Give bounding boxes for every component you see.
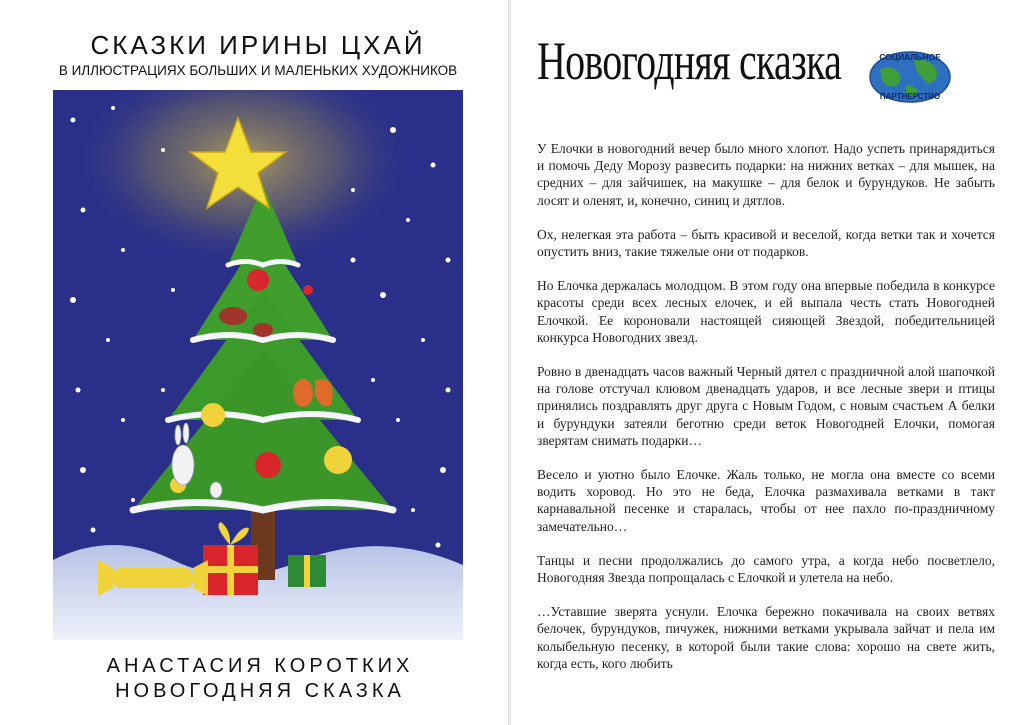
story-text — [537, 140, 995, 689]
story-paragraph: У Елочки в новогодний вечер было много хлопот. Надо успеть принарядиться и помочь Деду Морозу развесить подарки: на нижних ветках – для мышек, на средних – для зайчишек, на макушке – для белок и бурундуков. Не забыть лосят и оленят, и, конечно, синиц и дятлов. — [537, 141, 995, 208]
author-name: АНАСТАСИЯ КОРОТКИХ — [106, 655, 414, 677]
series-title: СКАЗКИ ИРИНЫ ЦХАЙ — [90, 30, 426, 60]
logo-top-text: СОЦИАЛЬНОЕ — [879, 52, 941, 62]
story-paragraph: Но Елочка держалась молодцом. В этом году она впервые победила в конкурсе красоты среди всех лесных елочек, и ей выпала честь стать Новогодней Елочкой. Ее короновали настоящей сияющей Звездой, победительницей конкурса Новогодних звезд. — [537, 278, 995, 345]
story-paragraph: Весело и уютно было Елочке. Жаль только, не могла она вместе со всеми водить хоровод. Но это не беда, Елочка размахивала ветками в такт карнавальной песенке и старалась, чтобы от нее пахло по-праздничному замечательно… — [537, 467, 995, 534]
story-paragraph: Ох, нелегкая эта работа – быть красивой и веселой, когда ветки так и хочется опустить вниз, такие тяжелые они от подарков. — [537, 226, 995, 260]
left-page — [0, 0, 508, 725]
social-partnership-logo — [862, 46, 958, 108]
logo-bottom-text: ПАРТНЕРСТВО — [879, 92, 941, 101]
cover-illustration — [53, 90, 463, 640]
green-gift — [288, 555, 326, 587]
story-heading: Новогодняя сказка — [537, 31, 842, 91]
book-title: НОВОГОДНЯЯ СКАЗКА — [115, 680, 405, 702]
story-paragraph: …Уставшие зверята уснули. Елочка бережно покачивала на своих ветвях белочек, бурундуков, пичужек, нижними ветками укрывала зайчат и пела им колыбельную песенку, в которой были такие слова: хорошо на свете жить, когда есть, кого любить — [537, 604, 995, 671]
series-subtitle: В ИЛЛЮСТРАЦИЯХ БОЛЬШИХ И МАЛЕНЬКИХ ХУДОЖНИКОВ — [58, 63, 458, 78]
story-paragraph: Ровно в двенадцать часов важный Черный дятел с праздничной алой шапочкой на голове отстучал клювом двенадцать ударов, и все лесные звери и птицы принялись поздравлять друг друга с Новым Годом, с новым счастьем А белки и бурундуки затеяли беготню среди веток Новогодней Елочки, помогая зверятам снимать подарки… — [537, 364, 995, 448]
story-paragraph: Танцы и песни продолжались до самого утра, а когда небо посветлело, Новогодняя Звезда попрощалась с Елочкой и улетела на небо. — [537, 552, 995, 586]
